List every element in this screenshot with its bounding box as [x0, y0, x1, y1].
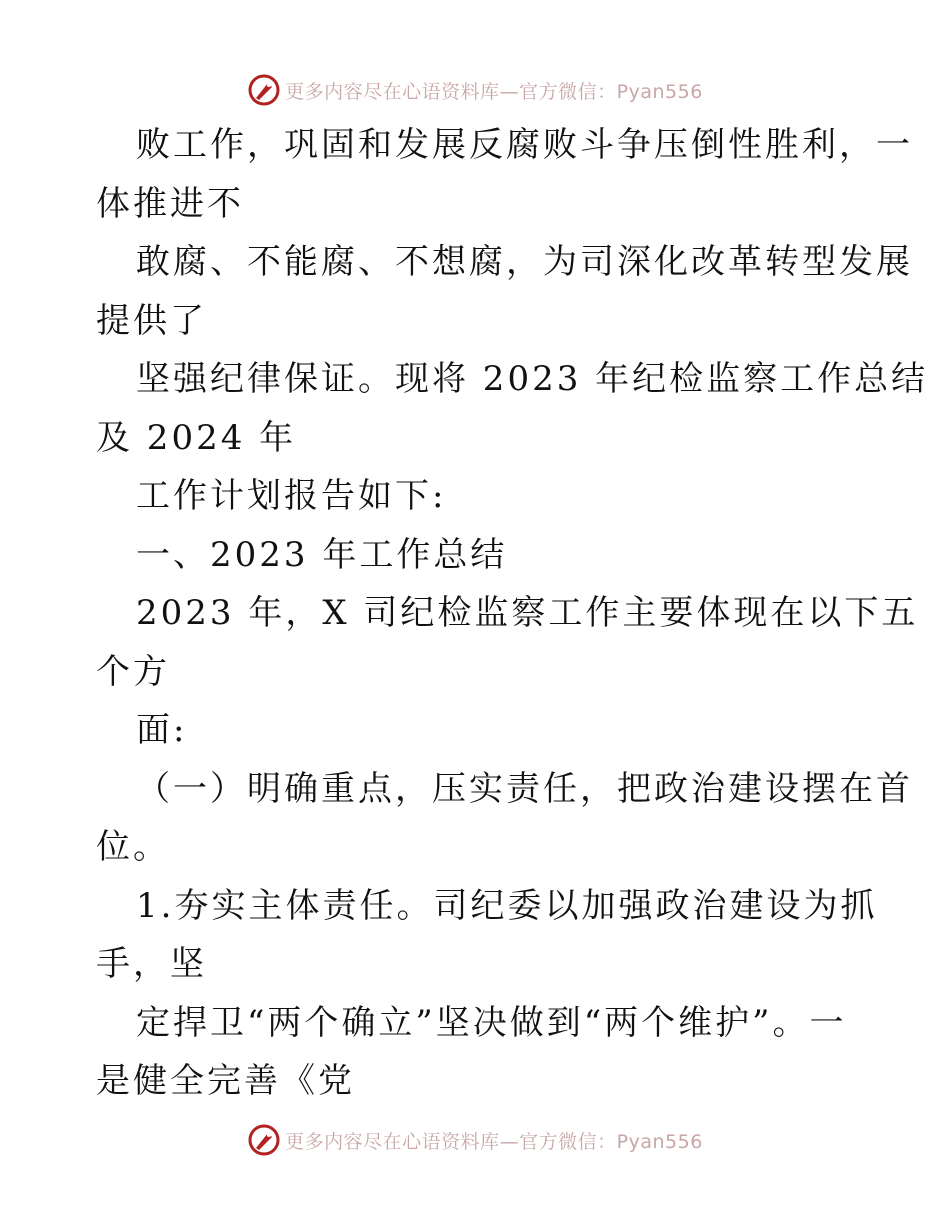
body-line: 提供了 [96, 300, 207, 341]
body-line: 定捍卫“两个确立”坚决做到“两个维护”。一 [136, 1002, 847, 1043]
section-heading: 一、2023 年工作总结 [136, 534, 508, 575]
footer-watermark [0, 1120, 950, 1160]
pen-nib-logo-icon [247, 73, 281, 107]
footer-watermark-text: 更多内容尽在心语资料库—官方微信：Pyan556 [285, 1130, 703, 1153]
body-line: 及 2024 年 [96, 417, 297, 458]
body-line: 面: [136, 710, 188, 750]
body-line: 坚强纪律保证。现将 2023 年纪检监察工作总结 [136, 359, 929, 399]
body-line: 体推进不 [96, 183, 244, 224]
subsection-heading: （一）明确重点，压实责任，把政治建设摆在首 [136, 768, 913, 809]
body-line: 1.夯实主体责任。司纪委以加强政治建设为抓 [136, 885, 878, 926]
body-line: 败工作，巩固和发展反腐败斗争压倒性胜利，一 [136, 125, 913, 165]
pen-nib-logo-icon [247, 1123, 281, 1157]
body-line: 是健全完善《党 [96, 1061, 355, 1101]
header-watermark-text: 更多内容尽在心语资料库—官方微信：Pyan556 [285, 80, 703, 103]
body-line: 2023 年，X 司纪检监察工作主要体现在以下五 [136, 593, 919, 633]
body-line: 手，坚 [96, 944, 207, 984]
body-line: 敢腐、不能腐、不想腐，为司深化改革转型发展 [136, 242, 913, 282]
document-body [96, 116, 929, 1111]
header-watermark [0, 70, 950, 110]
body-line: 个方 [96, 651, 170, 692]
body-line: 位。 [96, 827, 170, 867]
body-line: 工作计划报告如下: [136, 476, 447, 516]
